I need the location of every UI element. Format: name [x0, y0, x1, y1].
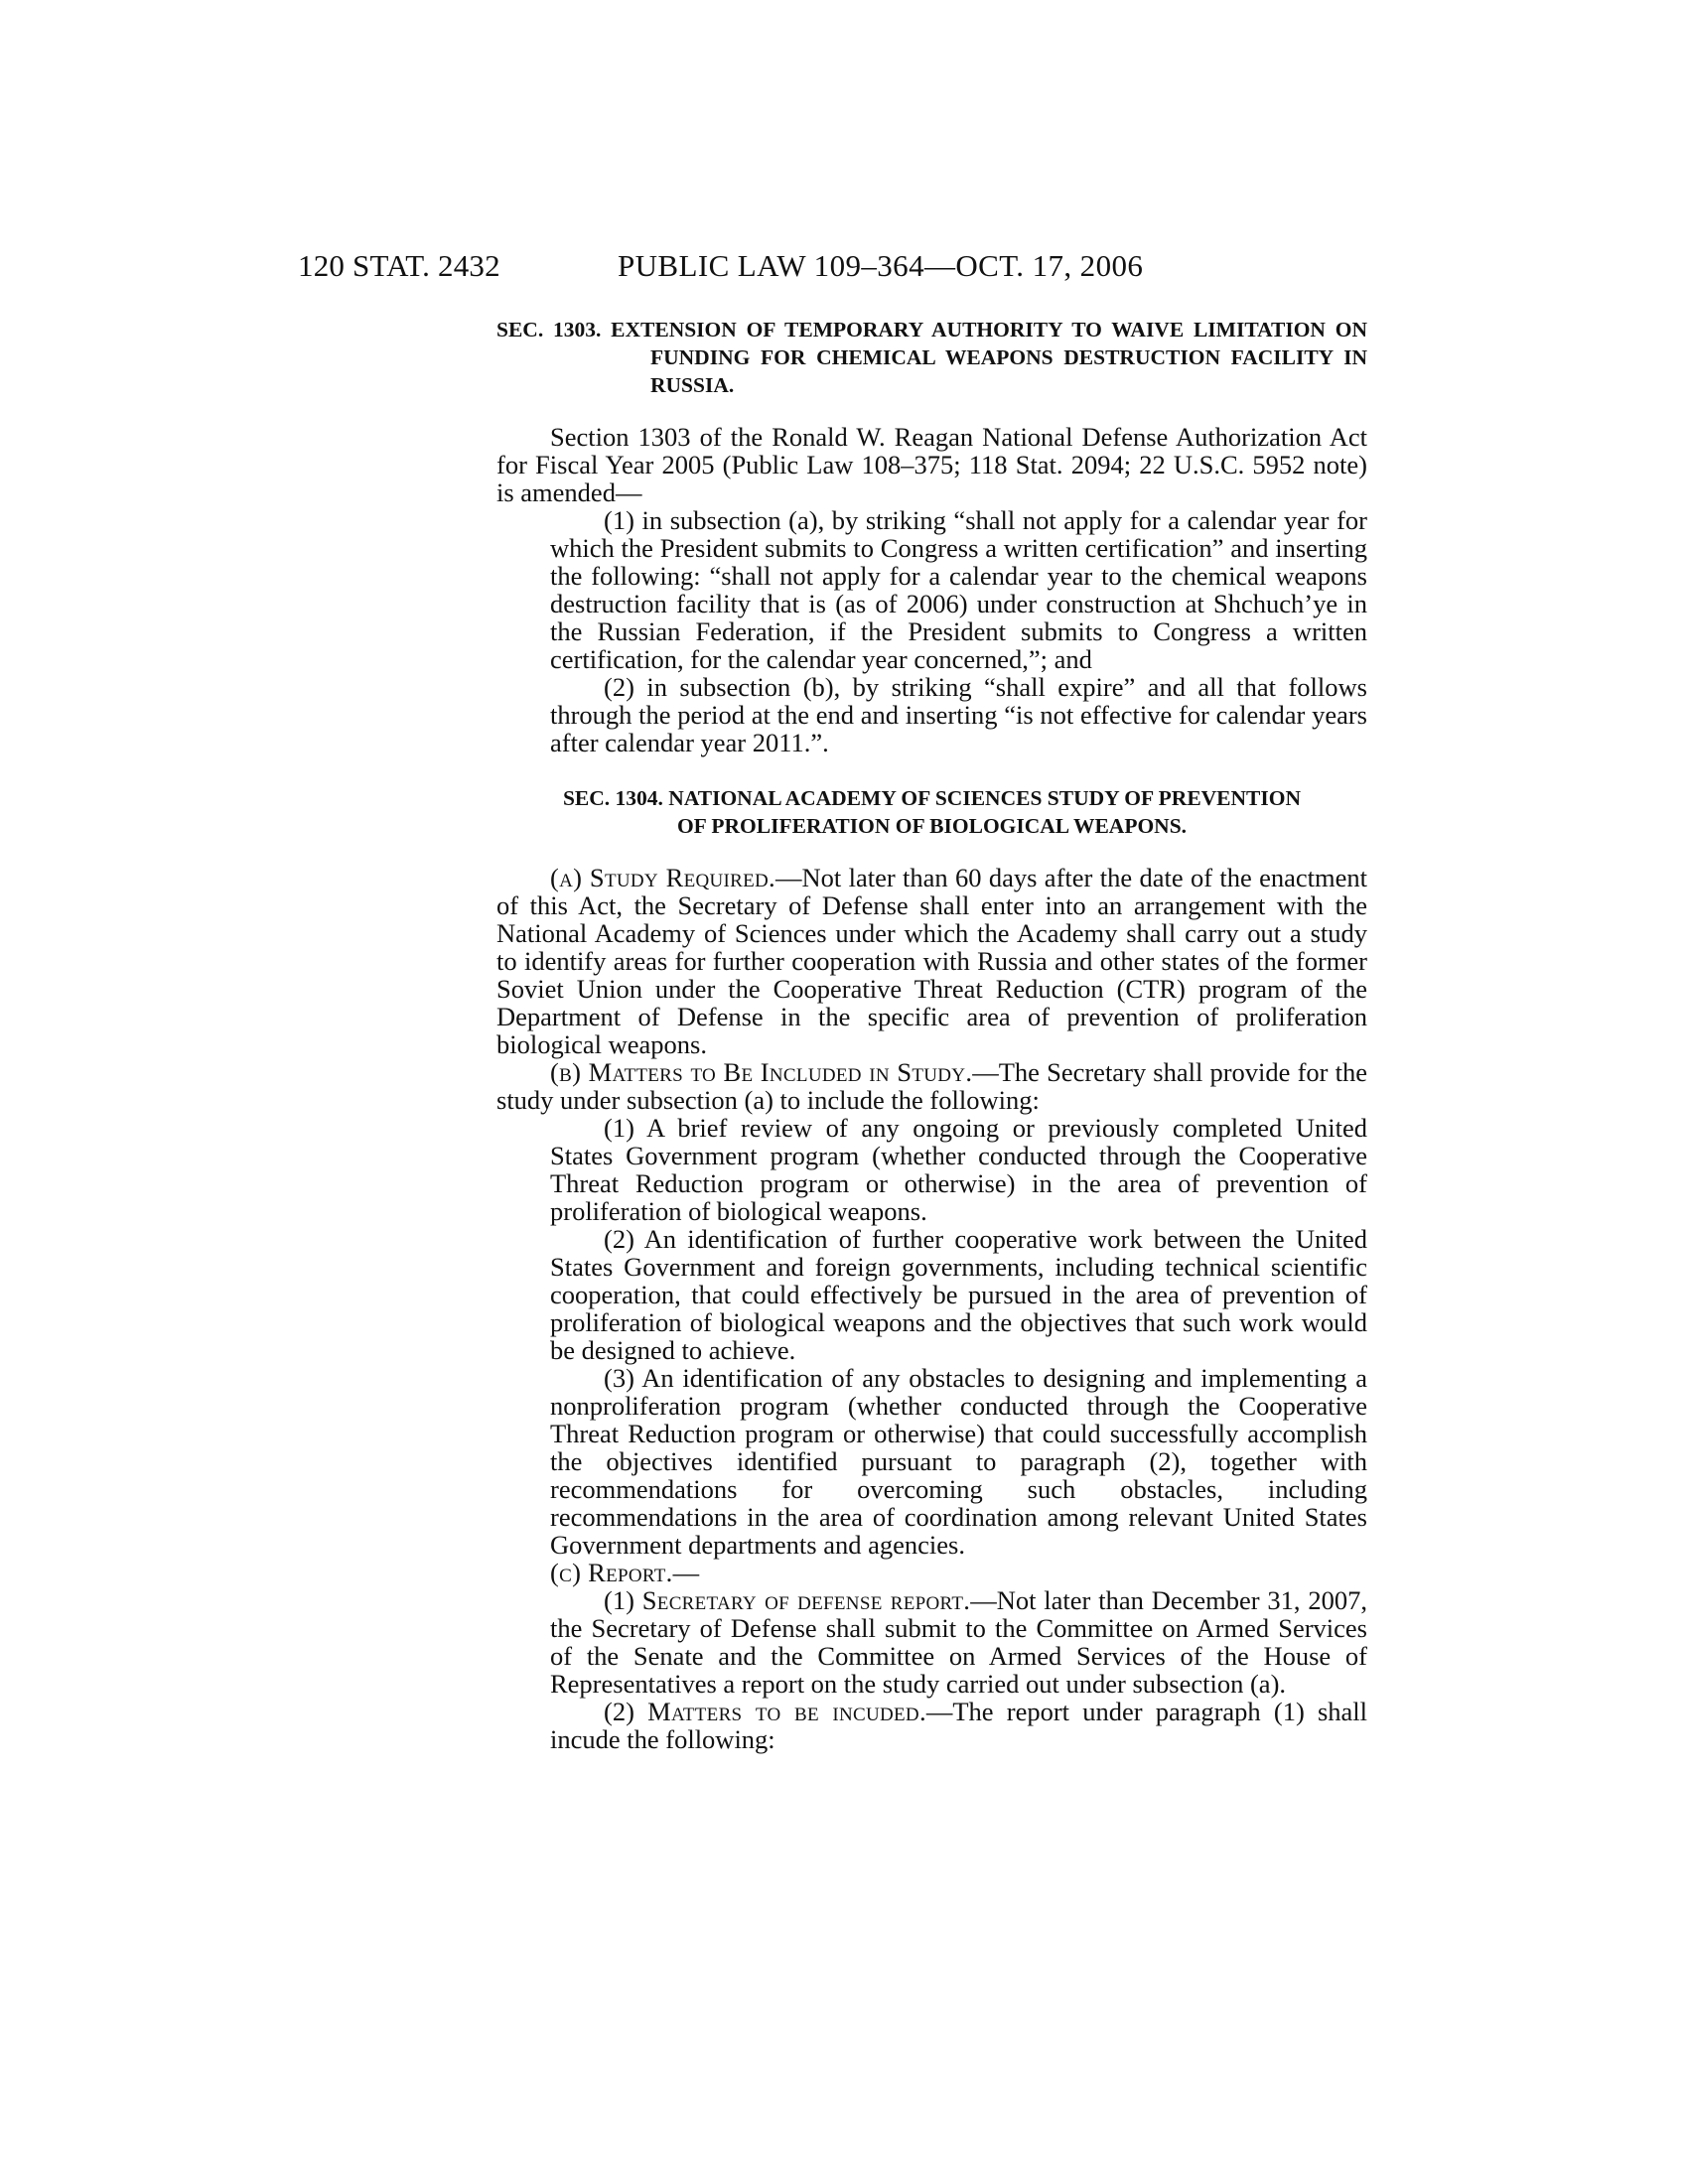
subsection-c-dash: —	[672, 1558, 700, 1587]
subsection-c-item-1-number: (1)	[604, 1585, 642, 1615]
body-column	[496, 316, 1367, 1753]
subsection-b-item-1: (1) A brief review of any ongoing or previously completed United States Government program (whether conducted through the Cooperative Threat Reduction program or otherwise) in the area of prevention of proliferation of biological weapons.	[550, 1113, 1367, 1226]
subsection-b	[496, 1058, 1367, 1114]
law-title: PUBLIC LAW 109–364—OCT. 17, 2006	[618, 248, 1144, 283]
subsection-a	[496, 864, 1367, 1058]
subsection-b-text: —The Secretary shall provide for the study under subsection (a) to include the following:	[496, 1057, 1367, 1115]
page-reference: 120 STAT. 2432	[298, 248, 500, 283]
subsection-c-item-1	[496, 1586, 1367, 1698]
subsection-c-item-2-number: (2)	[604, 1697, 648, 1726]
subsection-b-item-3: (3) An identification of any obstacles to designing and implementing a nonproliferation program (whether conducted through the Cooperative Threat Reduction program or otherwise) that could successfully accomplish the objectives identified pursuant to paragraph (2), together with recommendations for overcoming such obstacles, including recommendations in the area of coordination among relevant United States Government departments and agencies.	[550, 1363, 1367, 1560]
section-1303-item-2: (2) in subsection (b), by striking “shall expire” and all that follows through the period at the end and inserting “is not effective for calendar years after calendar year 2011.”.	[550, 672, 1367, 757]
subsection-c	[496, 1559, 1367, 1586]
section-1304-heading-line-2: OF PROLIFERATION OF BIOLOGICAL WEAPONS.	[676, 814, 1188, 838]
subsection-c-item-2	[496, 1698, 1367, 1753]
subsection-c-item-1-label: Secretary of defense report.	[641, 1585, 971, 1615]
subsection-a-text: —Not later than 60 days after the date of the enactment of this Act, the Secretary of Defense shall enter into an arrangement with the National Academy of Sciences under which the Academy shall carry out a study to identify areas for further cooperation with Russia and other states of the former Soviet Union under the Cooperative Threat Reduction (CTR) program of the Department of Defense in the specific area of prevention of proliferation biological weapons.	[496, 863, 1367, 1059]
subsection-c-label: (c) Report.	[550, 1558, 673, 1587]
subsection-b-label: (b) Matters to Be Included in Study.	[550, 1057, 973, 1087]
subsection-c-item-1-text: —Not later than December 31, 2007, the Secretary of Defense shall submit to the Committee on Armed Services of the Senate and the Committee on Armed Services of the House of Representatives a report on the study carried out under subsection (a).	[550, 1585, 1368, 1699]
section-1303-heading: SEC. 1303. EXTENSION OF TEMPORARY AUTHORITY TO WAIVE LIMITATION ON FUNDING FOR CHEMICAL WEAPONS DESTRUCTION FACILITY IN RUSSIA.	[496, 318, 1367, 397]
subsection-c-item-2-text: —The report under paragraph (1) shall incude the following:	[550, 1697, 1367, 1754]
running-header	[298, 248, 1390, 288]
subsection-b-item-2: (2) An identification of further cooperative work between the United States Government and foreign governments, including technical scientific cooperation, that could effectively be pursued in the area of prevention of proliferation of biological weapons and the objectives that such work would be designed to achieve.	[550, 1224, 1367, 1365]
section-1303-item-1: (1) in subsection (a), by striking “shall not apply for a calendar year for which the President submits to Congress a written certification” and inserting the following: “shall not apply for a calendar year to the chemical weapons destruction facility that is (as of 2006) under construction at Shchuch’ye in the Russian Federation, if the President submits to Congress a written certification, for the calendar year concerned,”; and	[550, 505, 1367, 674]
section-1304-heading	[496, 784, 1367, 840]
section-1303-intro: Section 1303 of the Ronald W. Reagan National Defense Authorization Act for Fiscal Year 2005 (Public Law 108–375; 118 Stat. 2094; 22 U.S.C. 5952 note) is amended—	[496, 422, 1367, 507]
subsection-a-label: (a) Study Required.	[550, 863, 775, 892]
section-1304-heading-line-1: SEC. 1304. NATIONAL ACADEMY OF SCIENCES STUDY OF PREVENTION	[562, 786, 1302, 810]
subsection-c-item-2-label: Matters to be incuded.	[647, 1697, 926, 1726]
